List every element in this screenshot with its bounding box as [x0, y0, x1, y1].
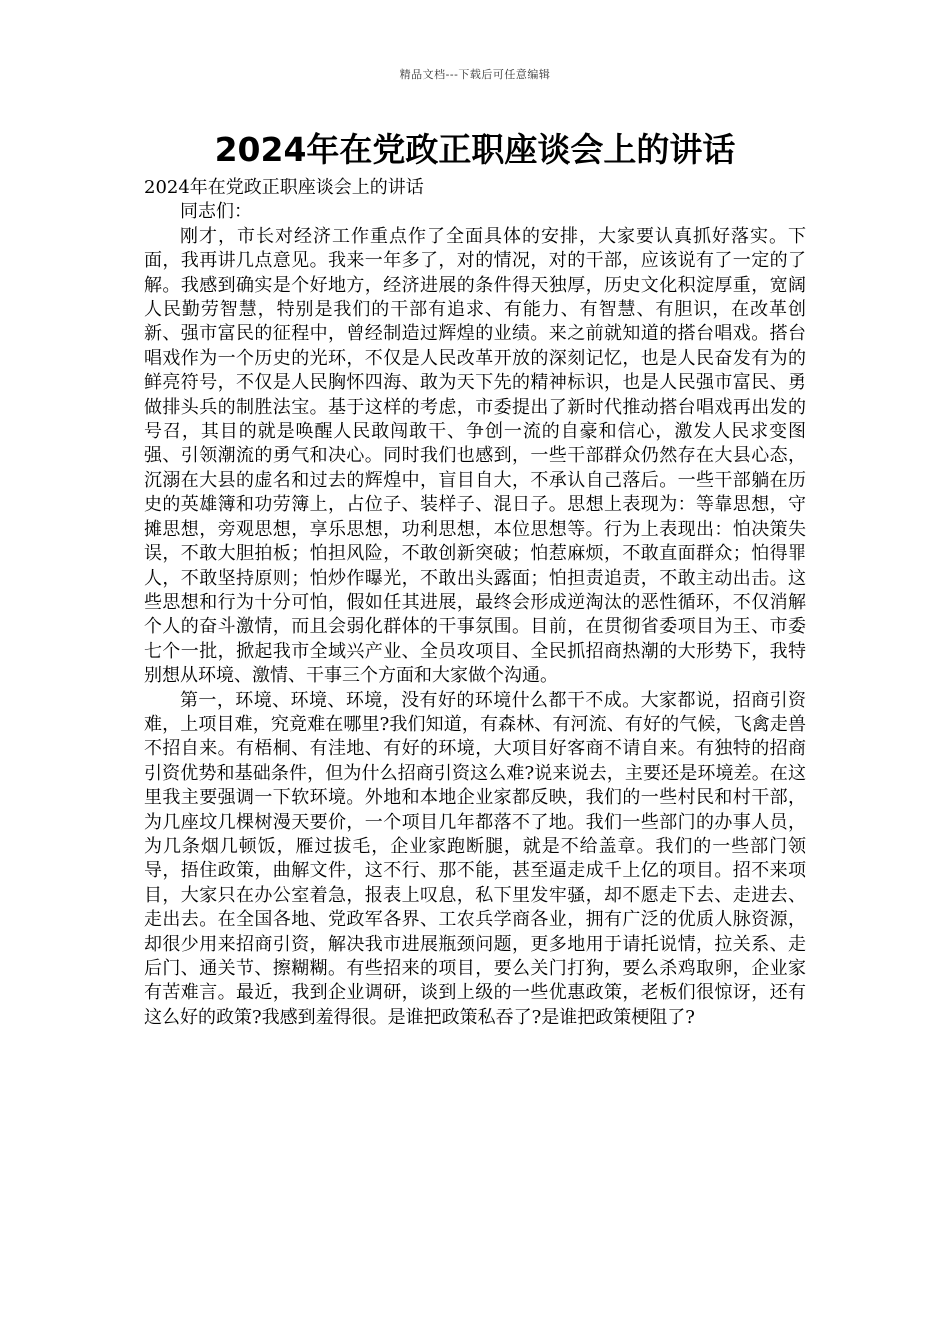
paragraph-1: 刚才，市长对经济工作重点作了全面具体的安排，大家要认真抓好落实。下面，我再讲几点意见。我来一年多了，对的情况，对的干部，应该说有了一定的了解。我感到确实是个好地方，经济进展的条件得天独厚，历史文化积淀厚重，宽阔人民勤劳智慧，特别是我们的干部有追求、有能力、有智慧、有胆识，在改革创新、强市富民的征程中，曾经制造过辉煌的业绩。来之前就知道的搭台唱戏。搭台唱戏作为一个历史的光环，不仅是人民改革开放的深刻记忆，也是人民奋发有为的鲜亮符号，不仅是人民胸怀四海、敢为天下先的精神标识，也是人民强市富民、勇做排头兵的制胜法宝。基于这样的考虑，市委提出了新时代推动搭台唱戏再出发的号召，其目的就是唤醒人民敢闯敢干、争创一流的自豪和信心，激发人民求变图强、引领潮流的勇气和决心。同时我们也感到，一些干部群众仍然存在大县心态，沉溺在大县的虚名和过去的辉煌中，盲目自大，不承认自己落后。一些干部躺在历史的英雄簿和功劳簿上，占位子、装样子、混日子。思想上表现为：等靠思想，守摊思想，旁观思想，享乐思想，功利思想，本位思想等。行为上表现出：怕决策失误，不敢大胆拍板；怕担风险，不敢创新突破；怕惹麻烦，不敢直面群众；怕得罪人，不敢坚持原则；怕炒作曝光，不敢出头露面；怕担责追责，不敢主动出击。这些思想和行为十分可怕，假如任其进展，最终会形成逆淘汰的恶性循环，不仅消解个人的奋斗激情，而且会弱化群体的干事氛围。目前，在贯彻省委项目为王、市委七个一批，掀起我市全域兴产业、全员攻项目、全民抓招商热潮的大形势下，我特别想从环境、激情、干事三个方面和大家做个沟通。	[144, 225, 806, 687]
salutation: 同志们：	[180, 201, 252, 223]
document-subtitle: 2024年在党政正职座谈会上的讲话	[144, 177, 424, 198]
paragraph-2: 第一，环境、环境、环境，没有好的环境什么都干不成。大家都说，招商引资难，上项目难，究竟难在哪里?我们知道，有森林、有河流、有好的气候，飞禽走兽不招自来。有梧桐、有洼地、有好的环境，大项目好客商不请自来。有独特的招商引资优势和基础条件，但为什么招商引资这么难?说来说去，主要还是环境差。在这里我主要强调一下软环境。外地和本地企业家都反映，我们的一些村民和村干部，为几座坟几棵树漫天要价，一个项目几年都落不了地。我们一些部门的办事人员，为几条烟几顿饭，雁过拔毛，企业家跑断腿，就是不给盖章。我们的一些部门领导，捂住政策，曲解文件，这不行、那不能，甚至逼走成千上亿的项目。招不来项目，大家只在办公室着急，报表上叹息，私下里发牢骚，却不愿走下去、走进去、走出去。在全国各地、党政军各界、工农兵学商各业，拥有广泛的优质人脉资源，却很少用来招商引资，解决我市进展瓶颈问题，更多地用于请托说情，拉关系、走后门、通关节、擦糊糊。有些招来的项目，要么关门打狗，要么杀鸡取卵，企业家有苦难言。最近，我到企业调研，谈到上级的一些优惠政策，老板们很惊讶，还有这么好的政策?我感到羞得很。是谁把政策私吞了?是谁把政策梗阻了?	[144, 689, 806, 1028]
document-title: 2024年在党政正职座谈会上的讲话	[214, 130, 736, 169]
document-body	[144, 176, 806, 1030]
header-note: 精品文档---下载后可任意编辑	[399, 68, 551, 81]
